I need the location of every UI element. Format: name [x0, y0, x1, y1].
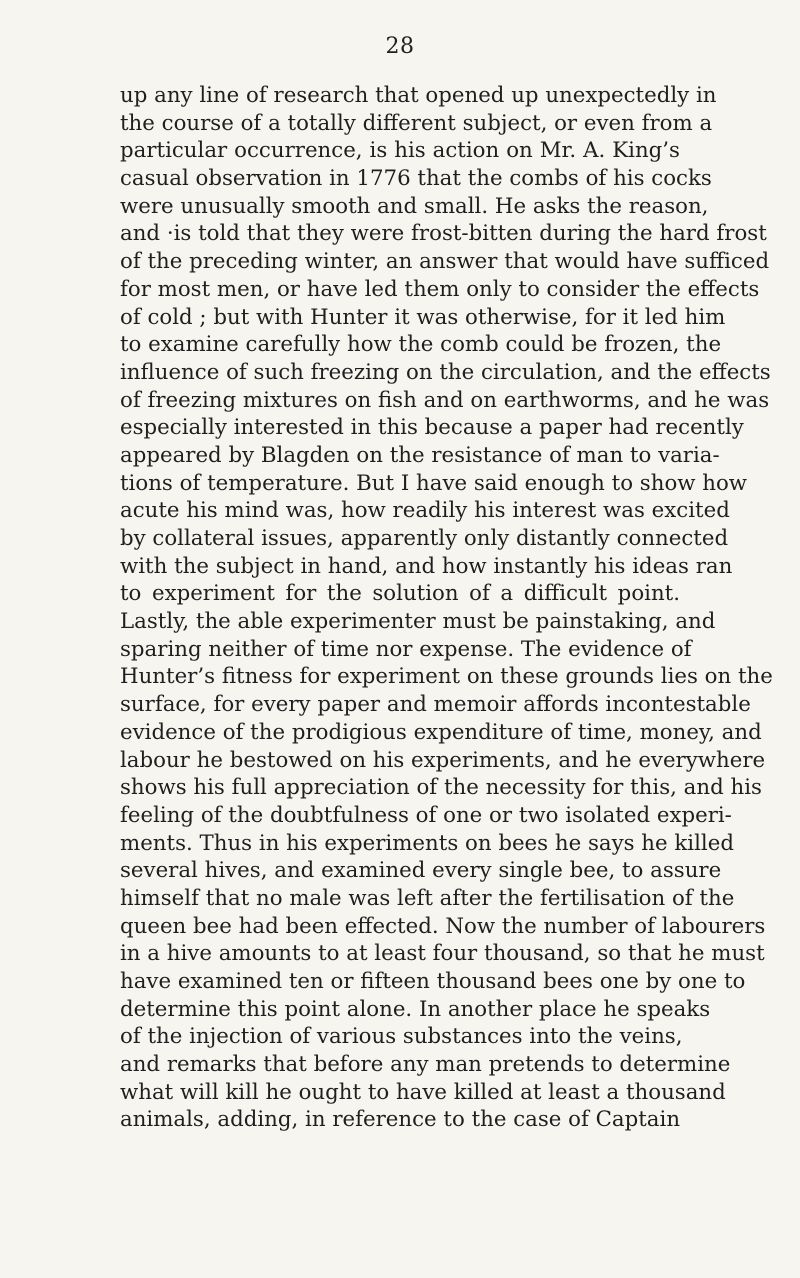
text-line: sparing neither of time nor expense. The evidence of — [120, 636, 692, 662]
text-line: have examined ten or fifteen thousand bees one by one to — [120, 969, 746, 994]
text-line: queen bee had been effected. Now the number of labourers — [120, 913, 766, 939]
text-line: were unusually smooth and small. He asks the reason, — [120, 193, 709, 219]
text-line: with the subject in hand, and how instantly his ideas ran — [120, 553, 733, 579]
text-line: of freezing mixtures on fish and on earthworms, and he was — [120, 387, 770, 413]
text-line: himself that no male was left after the fertilisation of the — [120, 885, 735, 911]
text-line: appeared by Blagden on the resistance of man to varia- — [120, 442, 720, 468]
text-line: feeling of the doubtfulness of one or two isolated experi- — [120, 802, 732, 828]
page-number: 28 — [385, 34, 415, 59]
text-line: for most men, or have led them only to consider the effects — [120, 276, 760, 302]
text-line: tions of temperature. But I have said enough to show how — [120, 470, 748, 496]
text-line: to experiment for the solution of a difficult point. — [120, 581, 680, 607]
text-line: by collateral issues, apparently only distantly connected — [120, 526, 729, 551]
text-line: evidence of the prodigious expenditure of time, money, and — [120, 719, 762, 745]
text-line: in a hive amounts to at least four thousand, so that he must — [120, 941, 765, 967]
text-line: animals, adding, in reference to the case of Captain — [120, 1107, 681, 1133]
text-line: of the injection of various substances into the veins, — [120, 1024, 683, 1050]
text-line: influence of such freezing on the circulation, and the effects — [120, 359, 771, 385]
text-line: especially interested in this because a paper had recently — [120, 415, 744, 441]
text-line: to examine carefully how the comb could be frozen, the — [120, 332, 722, 358]
text-line: and remarks that before any man pretends to determine — [120, 1052, 731, 1078]
text-line: of the preceding winter, an answer that would have sufficed — [120, 249, 770, 275]
text-line: and ·is told that they were frost-bitten during the hard frost — [120, 221, 767, 247]
text-line: shows his full appreciation of the necessity for this, and his — [120, 775, 762, 801]
text-line: casual observation in 1776 that the combs of his cocks — [120, 166, 712, 192]
text-line: up any line of research that opened up unexpectedly in — [120, 83, 717, 108]
body-text — [120, 82, 773, 1134]
text-line: Lastly, the able experimenter must be painstaking, and — [120, 609, 716, 635]
text-line: what will kill he ought to have killed at least a thousand — [120, 1079, 726, 1105]
text-line: labour he bestowed on his experiments, and he everywhere — [120, 747, 766, 773]
text-line: the course of a totally different subject, or even from a — [120, 110, 713, 136]
text-line: surface, for every paper and memoir affords incontestable — [120, 692, 751, 718]
text-line: determine this point alone. In another place he speaks — [120, 996, 711, 1022]
text-line: ments. Thus in his experiments on bees he says he killed — [120, 830, 734, 856]
text-line: particular occurrence, is his action on Mr. A. King’s — [120, 138, 680, 164]
text-line: Hunter’s fitness for experiment on these grounds lies on the — [120, 664, 773, 690]
text-line: several hives, and examined every single bee, to assure — [120, 858, 722, 884]
text-line: acute his mind was, how readily his interest was excited — [120, 498, 730, 524]
text-line: of cold ; but with Hunter it was otherwise, for it led him — [120, 304, 726, 330]
